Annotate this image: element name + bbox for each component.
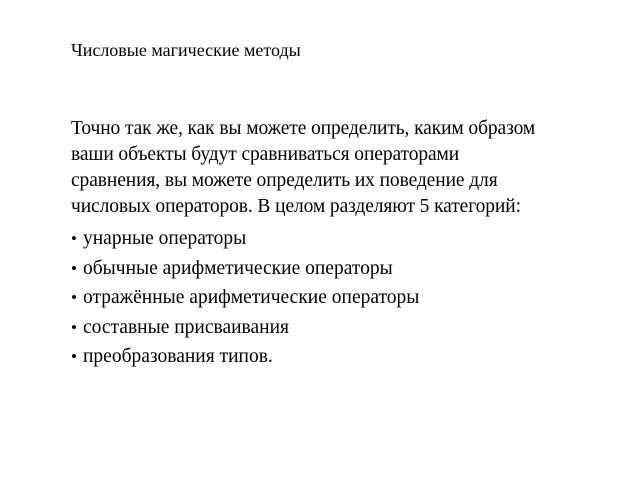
bullet-icon: • [71, 288, 77, 307]
paragraph-line: ваши объекты будут сравниваться операторами [71, 144, 460, 165]
bullet-icon: • [71, 317, 77, 337]
body-paragraph [71, 116, 601, 220]
bullet-text: унарные операторы [83, 228, 247, 249]
paragraph-line: сравнения, вы можете определить их поведение для [71, 170, 498, 191]
bullet-list [71, 226, 601, 370]
paragraph-line: Точно так же, как вы можете определить, каким образом [71, 118, 536, 139]
bullet-item [71, 256, 601, 282]
bullet-icon: • [71, 229, 77, 248]
paragraph-line: числовых операторов. В целом разделяют 5 категорий: [71, 196, 521, 217]
bullet-text: преобразования типов. [83, 346, 273, 367]
bullet-text: отражённые арифметические операторы [83, 287, 420, 308]
bullet-text: обычные арифметические операторы [83, 257, 393, 279]
bullet-item [71, 315, 601, 341]
bullet-item [71, 226, 601, 252]
bullet-item [71, 344, 601, 370]
slide-title: Числовые магические методы [71, 40, 301, 60]
bullet-icon: • [71, 258, 77, 278]
bullet-item [71, 285, 601, 311]
slide-content [71, 116, 601, 374]
bullet-text: составные присваивания [83, 316, 289, 338]
bullet-icon: • [71, 347, 77, 366]
